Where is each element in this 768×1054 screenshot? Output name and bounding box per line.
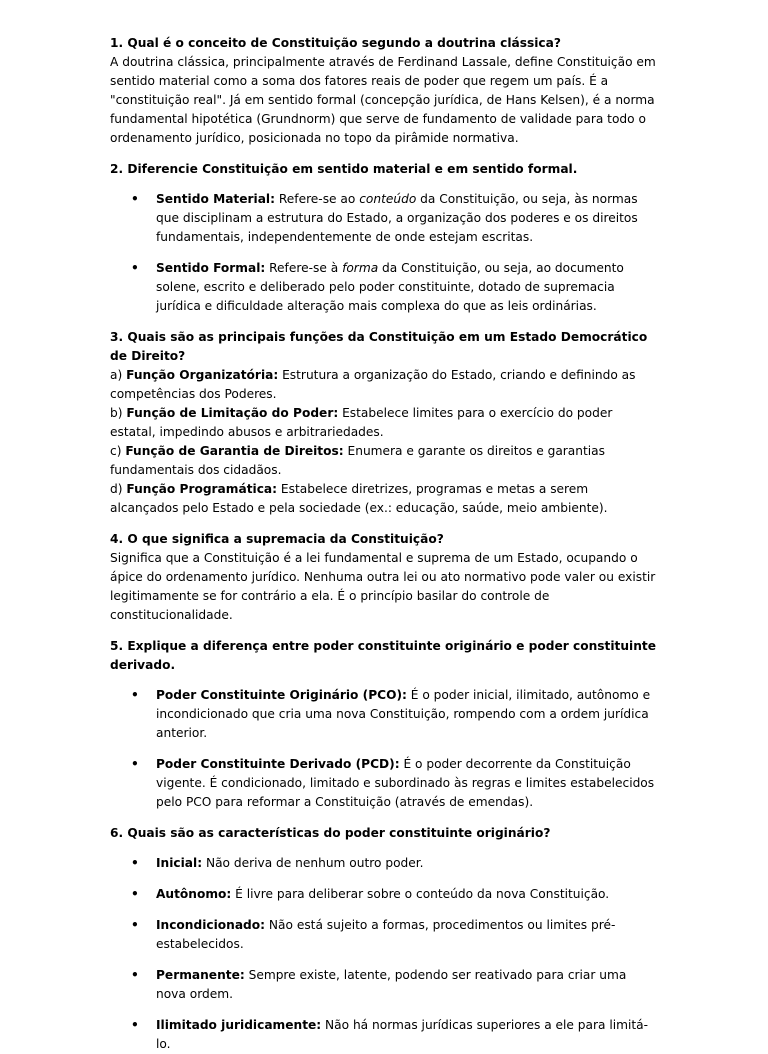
question-4-answer: Significa que a Constituição é a lei fundamental e suprema de um Estado, ocupando o ápice do ordenamento jurídico. Nenhuma outra lei ou ato normativo pode valer ou existir legitimamente se for contrário a ela. É o princípio basilar do controle de constitucionalidade. — [110, 551, 656, 622]
question-5-list — [110, 686, 658, 812]
list-item — [110, 190, 658, 247]
item-text: da Constituição, ou seja, às normas que disciplinam a estrutura do Estado, a organização dos poderes e os direitos fundamentais, independentemente de onde estejam escritas. — [156, 192, 638, 244]
item-term: Ilimitado juridicamente: — [156, 1018, 322, 1032]
item-text: É livre para deliberar sobre o conteúdo da nova Constituição. — [231, 887, 610, 901]
list-item — [110, 916, 658, 954]
list-item — [110, 259, 658, 316]
question-6-list — [110, 854, 658, 1054]
item-emphasis: conteúdo — [359, 192, 417, 206]
question-2-title: 2. Diferencie Constituição em sentido material e em sentido formal. — [110, 162, 578, 176]
item-text: Estabelece limites para o exercício do poder estatal, impedindo abusos e arbitrariedades. — [110, 406, 613, 439]
item-term: Função Programática: — [126, 482, 278, 496]
item-term: Permanente: — [156, 968, 245, 982]
bullet-icon: • — [131, 1018, 139, 1032]
item-text: Não está sujeito a formas, procedimentos ou limites pré-estabelecidos. — [156, 918, 616, 951]
list-item — [110, 686, 658, 743]
question-1-title: 1. Qual é o conceito de Constituição segundo a doutrina clássica? — [110, 36, 561, 50]
list-item — [110, 854, 658, 873]
question-2-list — [110, 190, 658, 316]
bullet-icon: • — [131, 757, 139, 771]
item-term: Função Organizatória: — [126, 368, 279, 382]
question-4-title: 4. O que significa a supremacia da Constituição? — [110, 532, 444, 546]
bullet-icon: • — [131, 261, 139, 275]
item-text: Sempre existe, latente, podendo ser reativado para criar uma nova ordem. — [156, 968, 627, 1001]
item-text: Não deriva de nenhum outro poder. — [202, 856, 424, 870]
item-term: Função de Garantia de Direitos: — [125, 444, 344, 458]
item-term: Função de Limitação do Poder: — [126, 406, 339, 420]
item-text: Estabelece diretrizes, programas e metas a serem alcançados pelo Estado e pela sociedade (ex.: educação, saúde, meio ambiente). — [110, 482, 608, 515]
item-text: Enumera e garante os direitos e garantias fundamentais dos cidadãos. — [110, 444, 605, 477]
item-text: Estrutura a organização do Estado, criando e definindo as competências dos Poderes. — [110, 368, 636, 401]
item-prefix: a) — [110, 368, 127, 382]
question-3-item-c — [110, 442, 658, 480]
item-term: Incondicionado: — [156, 918, 266, 932]
item-term: Poder Constituinte Originário (PCO): — [156, 688, 407, 702]
item-term: Sentido Material: — [156, 192, 275, 206]
question-3-title: 3. Quais são as principais funções da Constituição em um Estado Democrático de Direito? — [110, 330, 648, 363]
item-term: Poder Constituinte Derivado (PCD): — [156, 757, 400, 771]
bullet-icon: • — [131, 856, 139, 870]
item-text: Refere-se à — [265, 261, 343, 275]
document-page — [110, 34, 658, 1054]
item-text: da Constituição, ou seja, ao documento solene, escrito e deliberado pelo poder constituinte, dotado de supremacia jurídica e dificuldade alteração mais complexa do que as leis ordinárias. — [156, 261, 624, 313]
item-text: Não há normas jurídicas superiores a ele para limitá-lo. — [156, 1018, 649, 1051]
bullet-icon: • — [131, 192, 139, 206]
item-prefix: d) — [110, 482, 127, 496]
item-text: É o poder inicial, ilimitado, autônomo e incondicionado que cria uma nova Constituição, rompendo com a ordem jurídica anterior. — [156, 688, 651, 740]
question-1-answer: A doutrina clássica, principalmente através de Ferdinand Lassale, define Constituição em sentido material como a soma dos fatores reais de poder que regem um país. É a "constituição real". Já em sentido formal (concepção jurídica, de Hans Kelsen), é a norma fundamental hipotética (Grundnorm) que serve de fundamento de validade para todo o ordenamento jurídico, posicionada no topo da pirâmide normativa. — [110, 55, 656, 145]
bullet-icon: • — [131, 887, 139, 901]
bullet-icon: • — [131, 918, 139, 932]
question-3-item-b — [110, 404, 658, 442]
item-term: Sentido Formal: — [156, 261, 266, 275]
item-text: Refere-se ao — [274, 192, 360, 206]
item-text: É o poder decorrente da Constituição vigente. É condicionado, limitado e subordinado às regras e limites estabelecidos pelo PCO para reformar a Constituição (através de emendas). — [156, 757, 655, 809]
item-term: Inicial: — [156, 856, 203, 870]
question-6-title: 6. Quais são as características do poder constituinte originário? — [110, 826, 551, 840]
list-item — [110, 755, 658, 812]
list-item — [110, 966, 658, 1004]
item-prefix: c) — [110, 444, 126, 458]
list-item — [110, 1016, 658, 1054]
item-prefix: b) — [110, 406, 127, 420]
bullet-icon: • — [131, 688, 139, 702]
question-3-item-d — [110, 480, 658, 518]
bullet-icon: • — [131, 968, 139, 982]
question-5-title: 5. Explique a diferença entre poder constituinte originário e poder constituinte derivado. — [110, 639, 656, 672]
list-item — [110, 885, 658, 904]
item-term: Autônomo: — [156, 887, 232, 901]
question-3-item-a — [110, 366, 658, 404]
item-emphasis: forma — [342, 261, 379, 275]
